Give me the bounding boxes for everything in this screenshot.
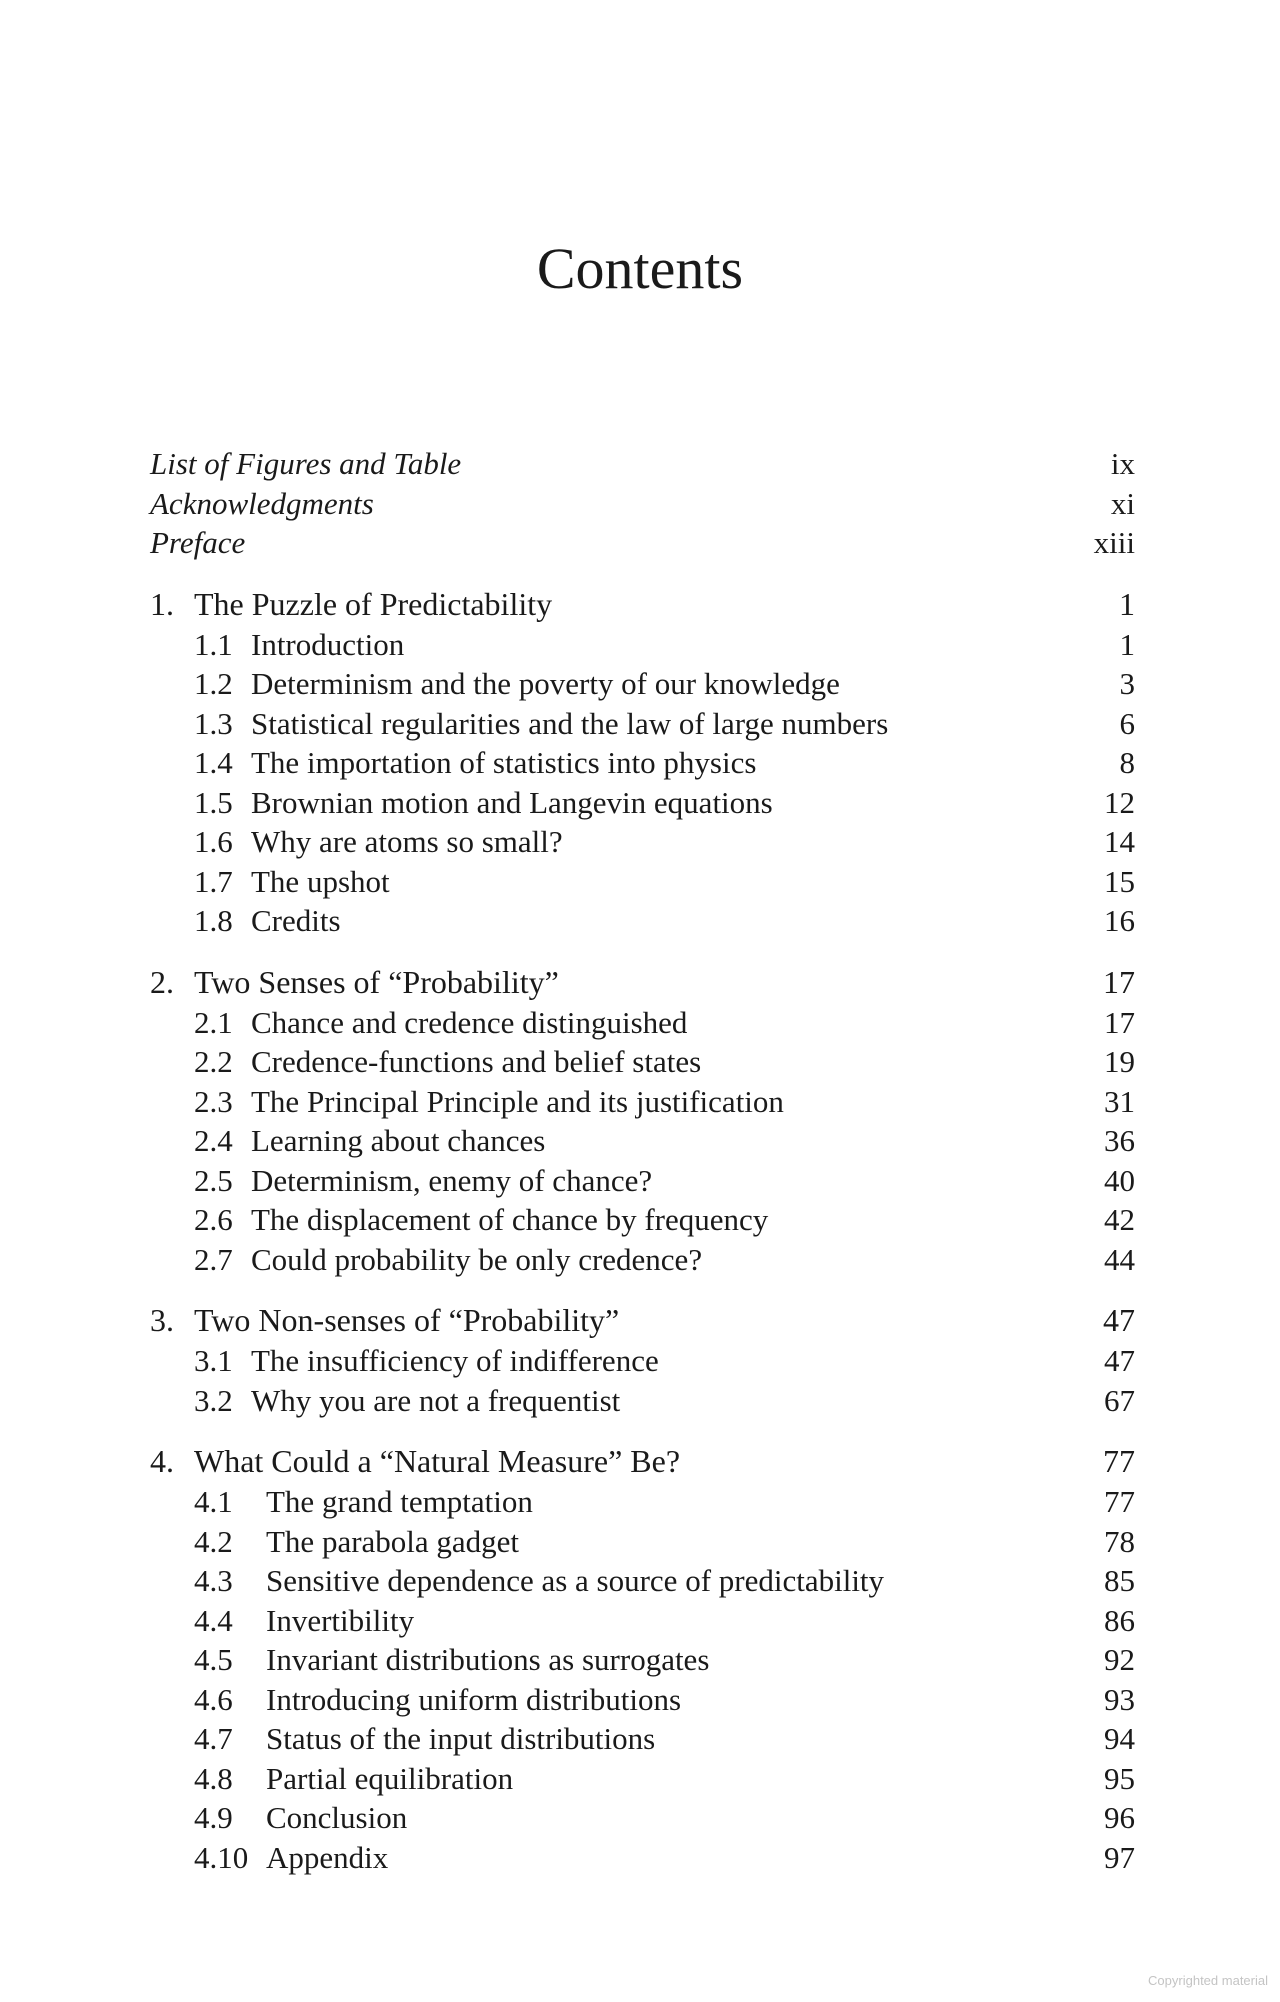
- toc-section-1-1[interactable]: [150, 625, 1135, 665]
- section-title: Appendix: [266, 1839, 389, 1875]
- section-page: 42: [1104, 1202, 1135, 1237]
- section-title: The upshot: [251, 863, 390, 899]
- chapter-title: Two Senses of “Probability”: [194, 963, 559, 1000]
- section-number: 4.5: [194, 1642, 233, 1677]
- section-page: 15: [1104, 863, 1135, 899]
- toc-section-2-3[interactable]: [150, 1082, 1135, 1122]
- toc-entry-list-of-figures[interactable]: [150, 444, 1135, 484]
- section-number: 1.6: [194, 824, 233, 859]
- section-number: 3.1: [194, 1343, 233, 1378]
- section-page: 16: [1104, 903, 1135, 938]
- section-page: 31: [1104, 1083, 1135, 1119]
- toc-section-1-6[interactable]: [150, 822, 1135, 862]
- toc-entry-page: xi: [1110, 485, 1135, 521]
- section-title: The grand temptation: [266, 1484, 533, 1519]
- toc-section-4-7[interactable]: [150, 1719, 1135, 1759]
- toc-entry-label: Preface: [150, 525, 246, 560]
- section-page: 6: [1119, 705, 1135, 741]
- section-number: 1.1: [194, 626, 233, 662]
- table-of-contents: [150, 444, 1135, 1877]
- section-title: The parabola gadget: [266, 1523, 520, 1559]
- section-title: The insufficiency of indifference: [251, 1343, 659, 1378]
- section-title: Status of the input distributions: [266, 1721, 656, 1756]
- section-number: 4.10: [194, 1839, 249, 1875]
- toc-entry-preface[interactable]: [150, 523, 1135, 563]
- section-number: 4.3: [194, 1563, 233, 1598]
- copyright-watermark: Copyrighted material: [1148, 1973, 1268, 1988]
- section-page: 97: [1104, 1839, 1135, 1875]
- toc-section-2-5[interactable]: [150, 1161, 1135, 1201]
- section-page: 40: [1104, 1162, 1135, 1198]
- section-title: Determinism and the poverty of our knowledge: [251, 666, 840, 701]
- section-page: 8: [1119, 745, 1135, 780]
- section-number: 1.2: [194, 666, 233, 701]
- chapter-title: Two Non-senses of “Probability”: [194, 1302, 620, 1338]
- section-number: 2.5: [194, 1162, 233, 1198]
- section-number: 4.1: [194, 1484, 233, 1519]
- toc-section-2-2[interactable]: [150, 1042, 1135, 1082]
- section-page: 93: [1104, 1681, 1135, 1717]
- toc-section-2-6[interactable]: [150, 1200, 1135, 1240]
- section-page: 14: [1104, 824, 1135, 859]
- section-number: 1.8: [194, 903, 233, 938]
- section-number: 1.7: [194, 863, 233, 899]
- section-number: 1.5: [194, 784, 233, 820]
- toc-section-3-2[interactable]: [150, 1381, 1135, 1421]
- toc-section-2-1[interactable]: [150, 1003, 1135, 1043]
- toc-section-1-7[interactable]: [150, 862, 1135, 902]
- section-number: 4.6: [194, 1681, 233, 1717]
- section-number: 4.8: [194, 1760, 233, 1796]
- section-title: Determinism, enemy of chance?: [251, 1162, 653, 1198]
- toc-entry-page: xiii: [1093, 525, 1135, 560]
- chapter-number: 3.: [150, 1302, 174, 1338]
- section-title: Credence-functions and belief states: [251, 1044, 702, 1079]
- toc-section-4-5[interactable]: [150, 1640, 1135, 1680]
- toc-section-4-8[interactable]: [150, 1759, 1135, 1799]
- section-page: 67: [1104, 1382, 1135, 1418]
- section-number: 4.7: [194, 1721, 233, 1756]
- section-page: 3: [1119, 666, 1135, 701]
- section-title: Introducing uniform distributions: [266, 1681, 682, 1717]
- toc-section-4-10[interactable]: [150, 1838, 1135, 1878]
- toc-entry-label: Acknowledgments: [150, 485, 374, 521]
- section-page: 19: [1104, 1044, 1135, 1079]
- section-number: 2.6: [194, 1202, 233, 1237]
- section-page: 77: [1104, 1484, 1135, 1519]
- section-page: 1: [1119, 626, 1135, 662]
- section-title: Sensitive dependence as a source of predictability: [266, 1563, 885, 1598]
- toc-entry-acknowledgments[interactable]: [150, 484, 1135, 524]
- section-number: 2.1: [194, 1004, 233, 1040]
- section-title: Conclusion: [266, 1800, 408, 1835]
- toc-section-2-4[interactable]: [150, 1121, 1135, 1161]
- section-title: Statistical regularities and the law of large numbers: [251, 705, 889, 741]
- toc-section-4-2[interactable]: [150, 1522, 1135, 1562]
- section-title: Why you are not a frequentist: [251, 1382, 621, 1418]
- section-page: 86: [1104, 1602, 1135, 1638]
- section-number: 4.4: [194, 1602, 233, 1638]
- section-page: 17: [1104, 1004, 1135, 1040]
- chapter-title: The Puzzle of Predictability: [194, 585, 553, 622]
- section-title: The displacement of chance by frequency: [251, 1202, 769, 1237]
- page-title: Contents: [536, 236, 744, 301]
- section-title: The Principal Principle and its justification: [251, 1083, 784, 1119]
- section-page: 44: [1104, 1241, 1135, 1277]
- chapter-page: 1: [1119, 585, 1135, 622]
- section-page: 36: [1104, 1123, 1135, 1158]
- toc-section-1-5[interactable]: [150, 783, 1135, 823]
- section-page: 78: [1104, 1523, 1135, 1559]
- toc-section-1-3[interactable]: [150, 704, 1135, 744]
- section-title: Why are atoms so small?: [251, 824, 563, 859]
- section-title: Invariant distributions as surrogates: [266, 1642, 710, 1677]
- chapter-page: 77: [1103, 1443, 1135, 1479]
- section-title: Brownian motion and Langevin equations: [251, 784, 773, 820]
- toc-chapter-2[interactable]: [150, 961, 1135, 1003]
- toc-chapter-4[interactable]: [150, 1440, 1135, 1482]
- section-page: 85: [1104, 1563, 1135, 1598]
- section-page: 47: [1104, 1343, 1135, 1378]
- toc-section-4-9[interactable]: [150, 1798, 1135, 1838]
- chapter-number: 1.: [150, 585, 174, 622]
- toc-chapter-3[interactable]: [150, 1299, 1135, 1341]
- toc-section-4-1[interactable]: [150, 1482, 1135, 1522]
- chapter-page: 17: [1103, 963, 1135, 1000]
- section-number: 2.2: [194, 1044, 233, 1079]
- section-page: 94: [1104, 1721, 1135, 1756]
- section-title: Credits: [251, 903, 341, 938]
- section-number: 2.3: [194, 1083, 233, 1119]
- toc-entry-page: ix: [1110, 446, 1135, 481]
- chapter-title: What Could a “Natural Measure” Be?: [194, 1443, 681, 1479]
- chapter-number: 4.: [150, 1443, 174, 1479]
- section-number: 4.9: [194, 1800, 233, 1835]
- section-number: 3.2: [194, 1382, 233, 1418]
- toc-chapter-1[interactable]: [150, 583, 1135, 625]
- toc-section-1-4[interactable]: [150, 743, 1135, 783]
- toc-section-3-1[interactable]: [150, 1341, 1135, 1381]
- toc-section-4-4[interactable]: [150, 1601, 1135, 1641]
- section-title: The importation of statistics into physics: [251, 745, 757, 780]
- section-number: 1.4: [194, 745, 233, 780]
- section-number: 1.3: [194, 705, 233, 741]
- section-page: 95: [1104, 1760, 1135, 1796]
- section-title: Partial equilibration: [266, 1760, 514, 1796]
- section-number: 2.4: [194, 1123, 233, 1158]
- chapter-number: 2.: [150, 963, 174, 1000]
- section-title: Learning about chances: [251, 1123, 546, 1158]
- section-number: 4.2: [194, 1523, 233, 1559]
- toc-section-4-6[interactable]: [150, 1680, 1135, 1720]
- chapter-page: 47: [1103, 1302, 1135, 1338]
- section-page: 12: [1104, 784, 1135, 820]
- section-title: Could probability be only credence?: [251, 1241, 703, 1277]
- section-number: 2.7: [194, 1241, 233, 1277]
- section-title: Invertibility: [266, 1602, 415, 1638]
- toc-entry-label: List of Figures and Table: [150, 446, 462, 481]
- section-page: 92: [1104, 1642, 1135, 1677]
- section-title: Introduction: [251, 626, 405, 662]
- toc-section-2-7[interactable]: [150, 1240, 1135, 1280]
- section-page: 96: [1104, 1800, 1135, 1835]
- toc-section-1-8[interactable]: [150, 901, 1135, 941]
- section-title: Chance and credence distinguished: [251, 1004, 688, 1040]
- toc-section-4-3[interactable]: [150, 1561, 1135, 1601]
- toc-section-1-2[interactable]: [150, 664, 1135, 704]
